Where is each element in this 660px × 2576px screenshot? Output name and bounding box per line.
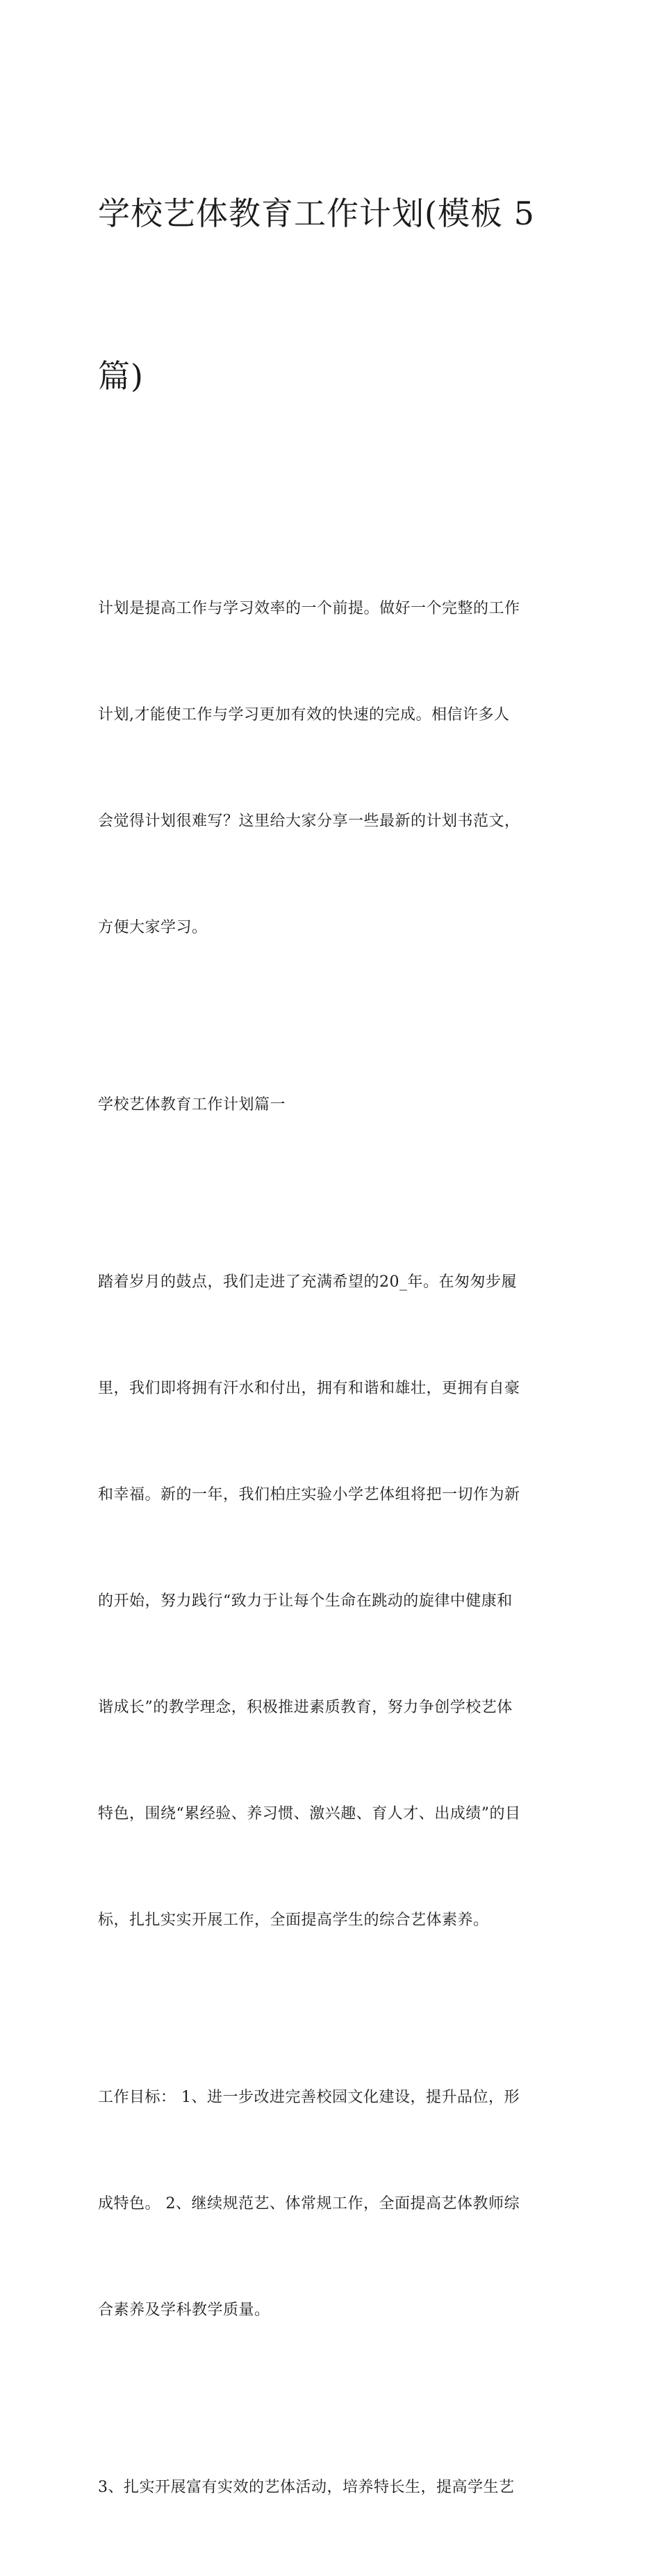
title-line: 篇)	[98, 357, 144, 395]
goals-line: 合素养及学科教学质量。	[98, 2301, 270, 2319]
body-line: 特色，围绕“累经验、养习惯、激兴趣、育人才、出成绩”的目	[98, 1805, 521, 1823]
section-heading-text: 学校艺体教育工作计划篇一	[98, 1096, 286, 1114]
intro-paragraph	[98, 520, 565, 1016]
body-line: 和幸福。新的一年，我们柏庄实验小学艺体组将把一切作为新	[98, 1486, 520, 1503]
goals-line: 成特色。 2、继续规范艺、体常规工作，全面提高艺体教师综	[98, 2195, 520, 2212]
goal-three-paragraph	[98, 2399, 565, 2576]
goals-line: 工作目标： 1、进一步改进完善校园文化建设，提升品位，形	[98, 2089, 520, 2106]
body-line: 标，扎扎实实开展工作，全面提高学生的综合艺体素养。	[98, 1911, 489, 1929]
intro-line: 计划是提高工作与学习效率的一个前提。做好一个完整的工作	[98, 600, 520, 617]
goal-three-line: 3、扎实开展富有实效的艺体活动，培养特长生，提高学生艺	[98, 2479, 515, 2496]
section-heading	[98, 1016, 565, 1193]
body-line: 谐成长”的教学理念，积极推进素质教育，努力争创学校艺体	[98, 1699, 513, 1716]
document-title	[98, 78, 565, 512]
goals-paragraph	[98, 2009, 565, 2399]
body-line: 的开始，努力践行“致力于让每个生命在跳动的旋律中健康和	[98, 1592, 513, 1610]
document-content	[98, 78, 565, 2576]
body-paragraph	[98, 1193, 565, 2009]
body-line: 踏着岁月的鼓点，我们走进了充满希望的20_年。在匆匆步履	[98, 1273, 517, 1291]
intro-line: 计划,才能使工作与学习更加有效的快速的完成。相信许多人	[98, 706, 510, 724]
intro-line: 方便大家学习。	[98, 919, 208, 936]
title-line: 学校艺体教育工作计划(模板 5	[98, 195, 535, 232]
intro-line: 会觉得计划很难写？这里给大家分享一些最新的计划书范文，	[98, 813, 520, 830]
body-line: 里，我们即将拥有汗水和付出，拥有和谐和雄壮，更拥有自豪	[98, 1380, 520, 1397]
